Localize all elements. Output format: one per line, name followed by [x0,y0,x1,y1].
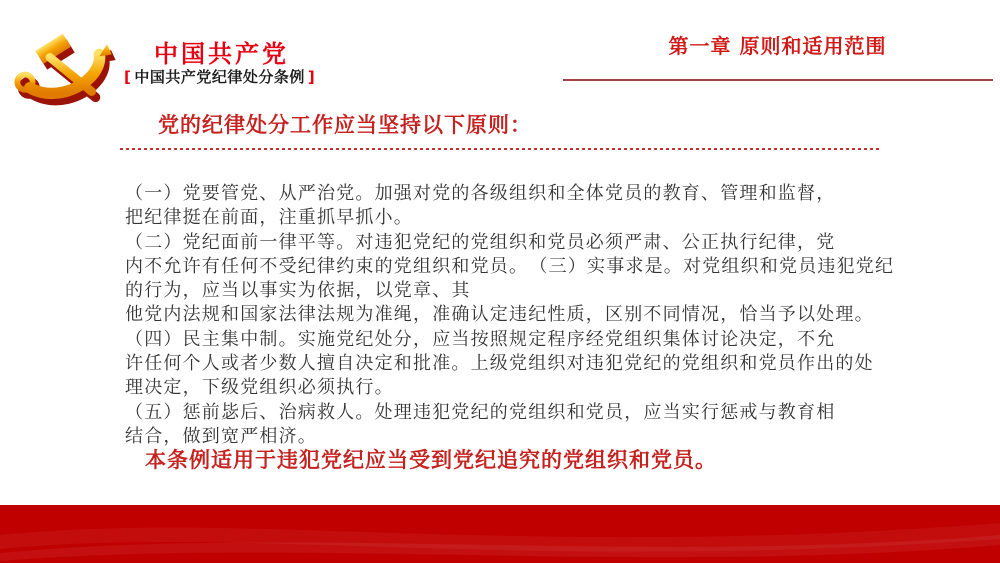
body-line: 许任何个人或者少数人擅自决定和批准。上级党组织对违犯党纪的党组织和党员作出的处 [125,353,874,375]
body-line: （五）惩前毖后、治病救人。处理违犯党纪的党组织和党员，应当实行惩戒与教育相 [125,401,836,423]
body-line: 理决定，下级党组织必须执行。 [125,377,394,399]
body-line: （四）民主集中制。实施党纪处分，应当按照规定程序经党组织集体讨论决定，不允 [125,328,836,350]
bracket-right: ] [307,68,316,86]
doc-name-text: 中国共产党纪律处分条例 [134,68,305,86]
doc-name [121,66,318,87]
body-line: 他党内法规和国家法律法规为准绳，准确认定违纪性质，区别不同情况，恰当予以处理。 [125,304,874,326]
body-text-block [125,182,915,449]
bracket-left: [ [124,68,132,86]
dotted-divider [120,148,882,150]
section-title: 党的纪律处分工作应当坚持以下原则： [158,113,532,137]
footer-wave-decoration [0,505,1000,563]
conclusion-statement: 本条例适用于违犯党纪应当受到党纪追究的党组织和党员。 [145,448,717,472]
party-emblem-icon [4,22,128,108]
body-line: 的行为，应当以事实为依据，以党章、其 [125,280,471,302]
chapter-underline [563,79,993,81]
chapter-title: 第一章 原则和适用范围 [668,34,887,58]
body-line: 内不允许有任何不受纪律约束的党组织和党员。 （三）实事求是。对党组织和党员违犯党纪 [125,255,895,277]
footer-red-band [0,505,1000,563]
body-line: （一）党要管党、从严治党。加强对党的各级组织和全体党员的教育、管理和监督， [125,183,836,204]
body-line: 结合，做到宽严相济。 [125,425,317,447]
body-line: 把纪律挺在前面，注重抓早抓小。 [125,207,413,229]
org-name: 中国共产党 [154,40,289,68]
body-line: （二）党纪面前一律平等。对违犯党纪的党组织和党员必须严肃、公正执行纪律，党 [125,231,836,253]
